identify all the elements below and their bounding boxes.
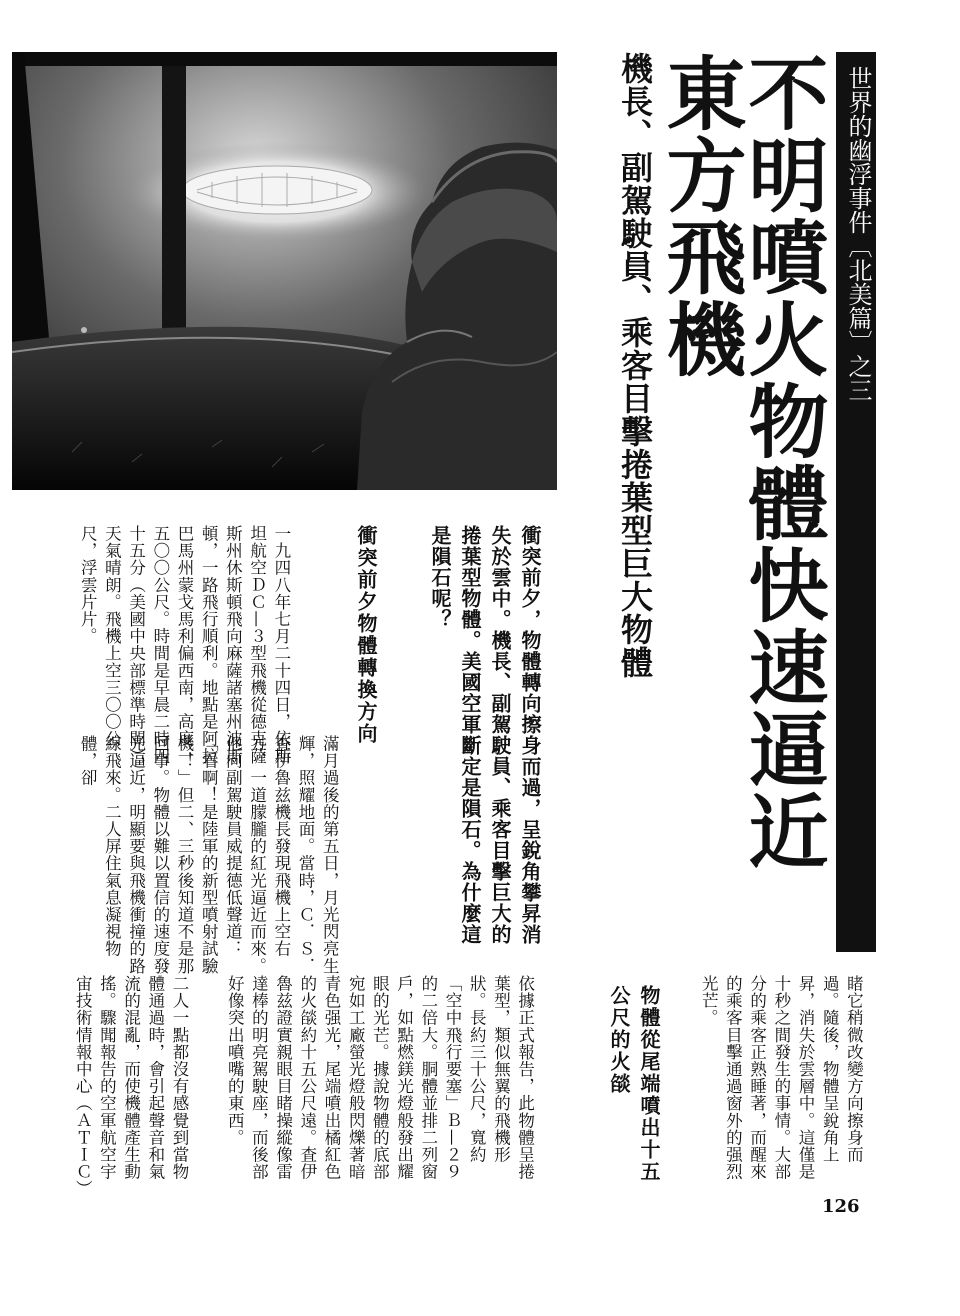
lead-paragraph: 衝突前夕，物體轉向擦身而過，呈銳角攀昇消失於雲中。機長、副駕駛員、乘客目擊巨大的捲葉型物體。美國空軍斷定是隕石。為什麼這是隕石呢？ [428,525,542,945]
section1-heading: 衝突前夕物體轉換方向 [354,525,378,745]
section1-column1: 一九四八年七月二十四日，依斯坦航空ＤＣ—３型飛機從德克薩斯州休斯頓飛向麻薩諸塞州波斯頓，一路飛行順利。地點是阿拉巴馬州蒙戈馬利偏西南，高度一五〇〇公尺。時間是早晨二時四十五分（美國中央部標準時間），天氣晴朗。飛機上空三〇〇公尺，浮雲片片。 [78,525,291,774]
series-label: 世界的幽浮事件〔北美篇〕之三 [836,52,876,952]
section2-heading: 物體從尾端噴出十五公尺的火燄 [607,985,661,1183]
cockpit-illustration [12,52,557,490]
section1-column2: 滿月過後的第五日，月光閃亮生輝，照耀地面。當時，Ｃ．Ｓ．査伊魯兹機長發現飛機上空右方，一道朦朧的紅光逼近而來。他向副駕駛員威提德低聲道：「看啊！是陸軍的新型噴射試驗機！」但二、三秒後知道不是那回事。物體以難以置信的速度發光逼近，明顯要與飛機衝撞的路線飛來。二人屏住氣息凝視物體，卻 [78,735,340,975]
title-line-2: 東方飛機 [653,52,746,380]
section2-column1: 依據正式報告，此物體呈捲葉型，類似無翼的飛機形狀。長約三十公尺，寬約「空中飛行要塞」Ｂ—２９的二倍大。胴體並排二列窗戶，如點燃鎂光燈般發出耀眼的光芒。據說物體的底部宛如工廠螢光燈般閃爍著暗青色强光，尾端噴出橘紅色的火燄約十五公尺遠。査伊魯兹證實親眼目睹操縱像雷達棒的明亮駕駛座，而後部好像突出噴嘴的東西。 [225,975,535,1181]
section2-column2: 二人一點都沒有感覺到當物體通過時，會引起聲音和氣流的混亂，而使機體產生動搖。驟聞報告的空軍航空宇宙技術情報中心（ＡＴＩＣ） [73,975,190,1198]
section2-intro: 睹它稍微改變方向擦身而過。隨後，物體呈銳角上昇，消失於雲層中。這僅是十秒之間發生的事情。大部分的乘客正熟睡著，而醒來的乘客目擊通過窗外的强烈光芒。 [699,975,864,1181]
subtitle: 機長、副駕駛員、乘客目擊捲葉型巨大物體 [616,52,654,679]
page-number: 126 [822,1196,860,1217]
title-line-1: 不明噴火物體快速逼近 [735,52,828,872]
